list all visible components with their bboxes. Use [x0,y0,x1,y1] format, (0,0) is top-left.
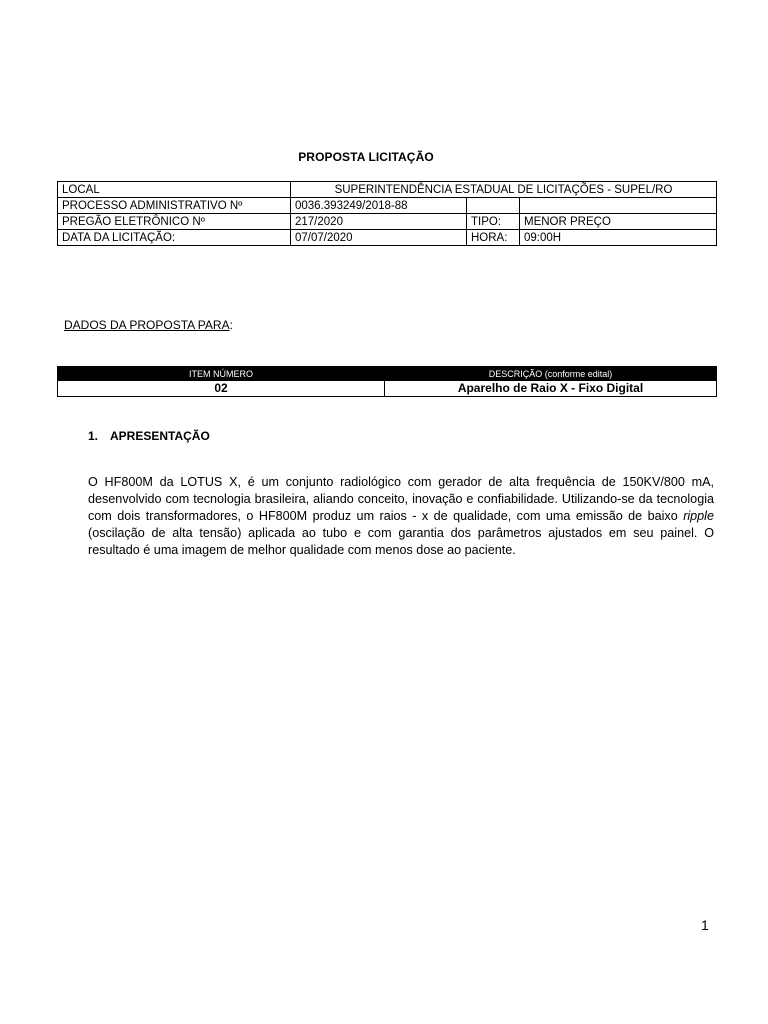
description-header: DESCRIÇÃO (conforme edital) [385,367,717,381]
page-number: 1 [701,917,709,933]
table-row [58,230,717,246]
data-licitacao-value: 07/07/2020 [291,230,467,246]
table-row [58,214,717,230]
section-heading-text: APRESENTAÇÃO [110,429,210,443]
processo-extra-label [467,198,520,214]
local-value: SUPERINTENDÊNCIA ESTADUAL DE LICITAÇÕES - SUPEL/RO [291,182,717,198]
pregao-label: PREGÃO ELETRÔNICO Nº [58,214,291,230]
tipo-label: TIPO: [467,214,520,230]
section-heading [88,429,210,443]
table-row [58,182,717,198]
item-table [57,366,717,397]
document-title: PROPOSTA LICITAÇÃO [298,150,434,164]
processo-extra-value [520,198,717,214]
process-info-table [57,181,717,246]
table-row [58,198,717,214]
pregao-value: 217/2020 [291,214,467,230]
item-number-header: ITEM NÚMERO [58,367,385,381]
section-heading-number: 1. [88,429,99,443]
hora-value: 09:00H [520,230,717,246]
presentation-paragraph [88,474,714,559]
item-number-cell: 02 [58,381,385,397]
hora-label: HORA: [467,230,520,246]
tipo-value: MENOR PREÇO [520,214,717,230]
table-header-row [58,367,717,381]
processo-value: 0036.393249/2018-88 [291,198,467,214]
data-licitacao-label: DATA DA LICITAÇÃO: [58,230,291,246]
proposal-data-label-text: DADOS DA PROPOSTA PARA [64,318,230,332]
proposal-data-label [64,318,233,332]
local-label: LOCAL [58,182,291,198]
paragraph-italic-term: ripple [683,508,714,523]
table-row [58,381,717,397]
paragraph-text-part1: O HF800M da LOTUS X, é um conjunto radiológico com gerador de alta frequência de 150KV/800 mA, desenvolvido com tecnologia brasileira, aliando conceito, inovação e confiabilidade. Utilizando-se da tecnologia com dois transformadores, o HF800M produz um raios - x de qualidade, com uma emissão de baixo [88,474,714,523]
description-cell: Aparelho de Raio X - Fixo Digital [385,381,717,397]
processo-label: PROCESSO ADMINISTRATIVO Nº [58,198,291,214]
paragraph-text-part2: (oscilação de alta tensão) aplicada ao tubo e com garantia dos parâmetros ajustados em seu painel. O resultado é uma imagem de melhor qualidade com menos dose ao paciente. [88,525,714,557]
proposal-data-label-colon: : [229,318,233,332]
